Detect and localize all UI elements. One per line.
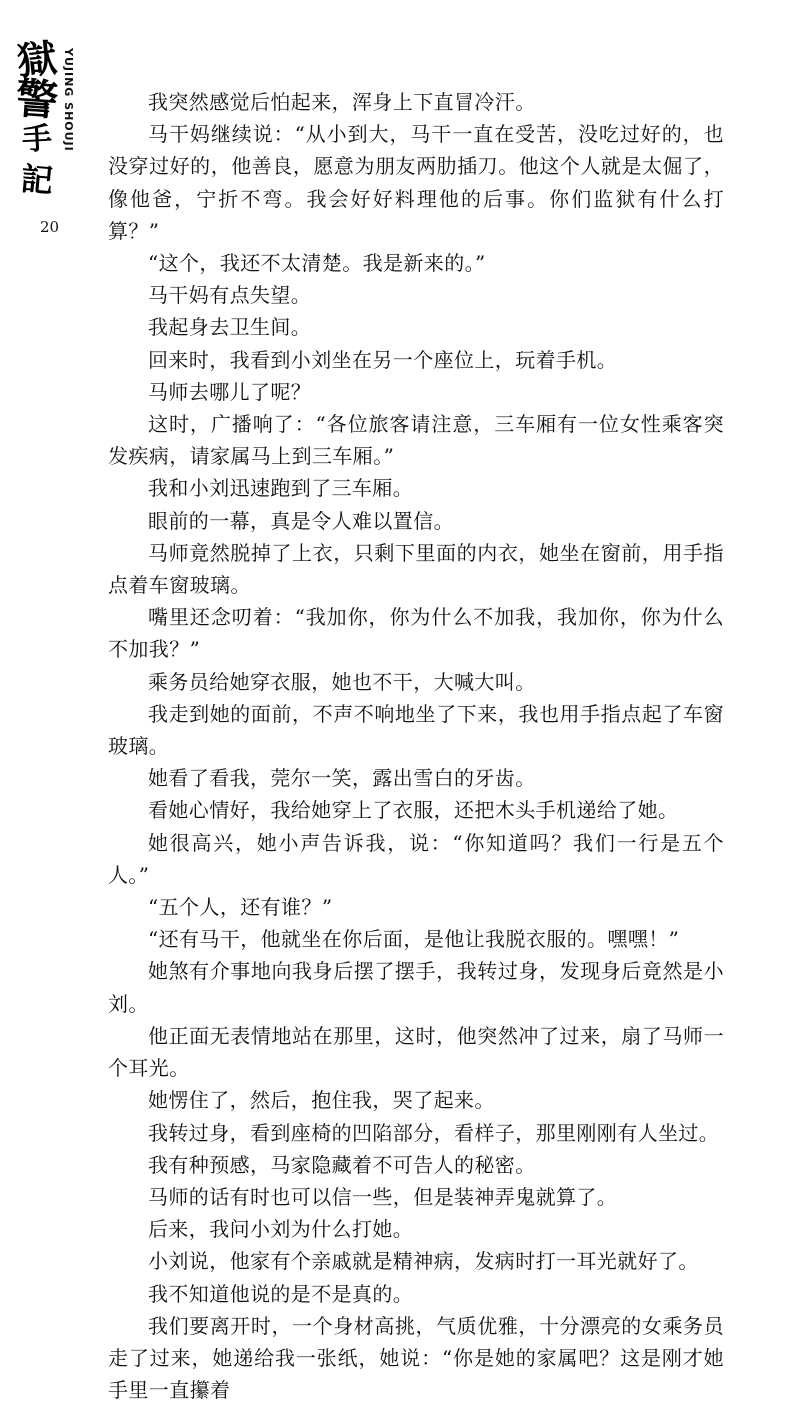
paragraph: 回来时，我看到小刘坐在另一个座位上，玩着手机。 (148, 347, 618, 372)
paragraph: “还有马干，他就坐在你后面，是他让我脱衣服的。嘿嘿！” (148, 927, 680, 952)
paragraph: 乘务员给她穿衣服，她也不干，大喊大叫。 (148, 669, 536, 694)
paragraph: 她很高兴，她小声告诉我，说：“你知道吗？我们一行是五个人。” (108, 830, 724, 887)
logo-char: 獄 (14, 35, 60, 84)
paragraph: 她看了看我，莞尔一笑，露出雪白的牙齿。 (148, 766, 536, 791)
paragraph: 马师的话有时也可以信一些，但是装神弄鬼就算了。 (148, 1184, 618, 1209)
paragraph: 马干妈有点失望。 (148, 283, 312, 308)
logo-char: 記 (19, 159, 55, 201)
paragraph: 她愣住了，然后，抱住我，哭了起来。 (148, 1088, 495, 1113)
paragraph: 马师去哪儿了呢？ (148, 379, 312, 404)
book-header (14, 35, 94, 210)
page-number: 20 (40, 218, 60, 236)
paragraph: 他正面无表情地站在那里，这时，他突然冲了过来，扇了马师一个耳光。 (108, 1023, 724, 1081)
book-title-logo (14, 35, 60, 201)
paragraph: “五个人，还有谁？” (148, 895, 333, 920)
text-body (108, 86, 724, 1406)
paragraph: 我突然感觉后怕起来，浑身上下直冒冷汗。 (148, 90, 536, 114)
paragraph: 嘴里还念叨着：“我加你，你为什么不加我，我加你，你为什么不加我？” (108, 605, 724, 662)
paragraph: 马干妈继续说：“从小到大，马干一直在受苦，没吃过好的，也没穿过好的，他善良，愿意为朋友两肋插刀。他这个人就是太倔了，像他爸，宁折不弯。我会好好料理他的后事。你们监狱有什么打算？” (108, 122, 724, 243)
paragraph: 后来，我问小刘为什么打她。 (148, 1217, 414, 1242)
logo-char: 手 (21, 121, 53, 158)
paragraph: “这个，我还不太清楚。我是新来的。” (148, 251, 486, 276)
paragraph: 她煞有介事地向我身后摆了摆手，我转过身，发现身后竟然是小刘。 (108, 959, 724, 1016)
paragraph: 我走到她的面前，不声不响地坐了下来，我也用手指点起了车窗玻璃。 (108, 701, 724, 759)
paragraph: 这时，广播响了：“各位旅客请注意，三车厢有一位女性乘客突发疾病，请家属马上到三车厢。” (108, 412, 724, 469)
paragraph: 马师竟然脱掉了上衣，只剩下里面的内衣，她坐在窗前，用手指点着车窗玻璃。 (108, 540, 724, 598)
paragraph: 我转过身，看到座椅的凹陷部分，看样子，那里刚刚有人坐过。 (148, 1120, 720, 1145)
paragraph: 我们要离开时，一个身材高挑，气质优雅，十分漂亮的女乘务员走了过来，她递给我一张纸，她说：“你是她的家属吧？这是刚才她手里一直攥着 (108, 1313, 724, 1403)
paragraph: 小刘说，他家有个亲戚就是精神病，发病时打一耳光就好了。 (148, 1249, 699, 1274)
paragraph: 看她心情好，我给她穿上了衣服，还把木头手机递给了她。 (148, 798, 679, 823)
logo-char: 警 (14, 73, 60, 126)
paragraph: 我和小刘迅速跑到了三车厢。 (148, 476, 414, 501)
paragraph: 我不知道他说的是不是真的。 (148, 1281, 414, 1306)
logo-pinyin: YUJING SHOUJI (62, 48, 75, 152)
paragraph: 眼前的一幕，真是令人难以置信。 (148, 508, 454, 533)
paragraph: 我有种预感，马家隐藏着不可告人的秘密。 (148, 1152, 536, 1177)
paragraph: 我起身去卫生间。 (148, 315, 312, 340)
